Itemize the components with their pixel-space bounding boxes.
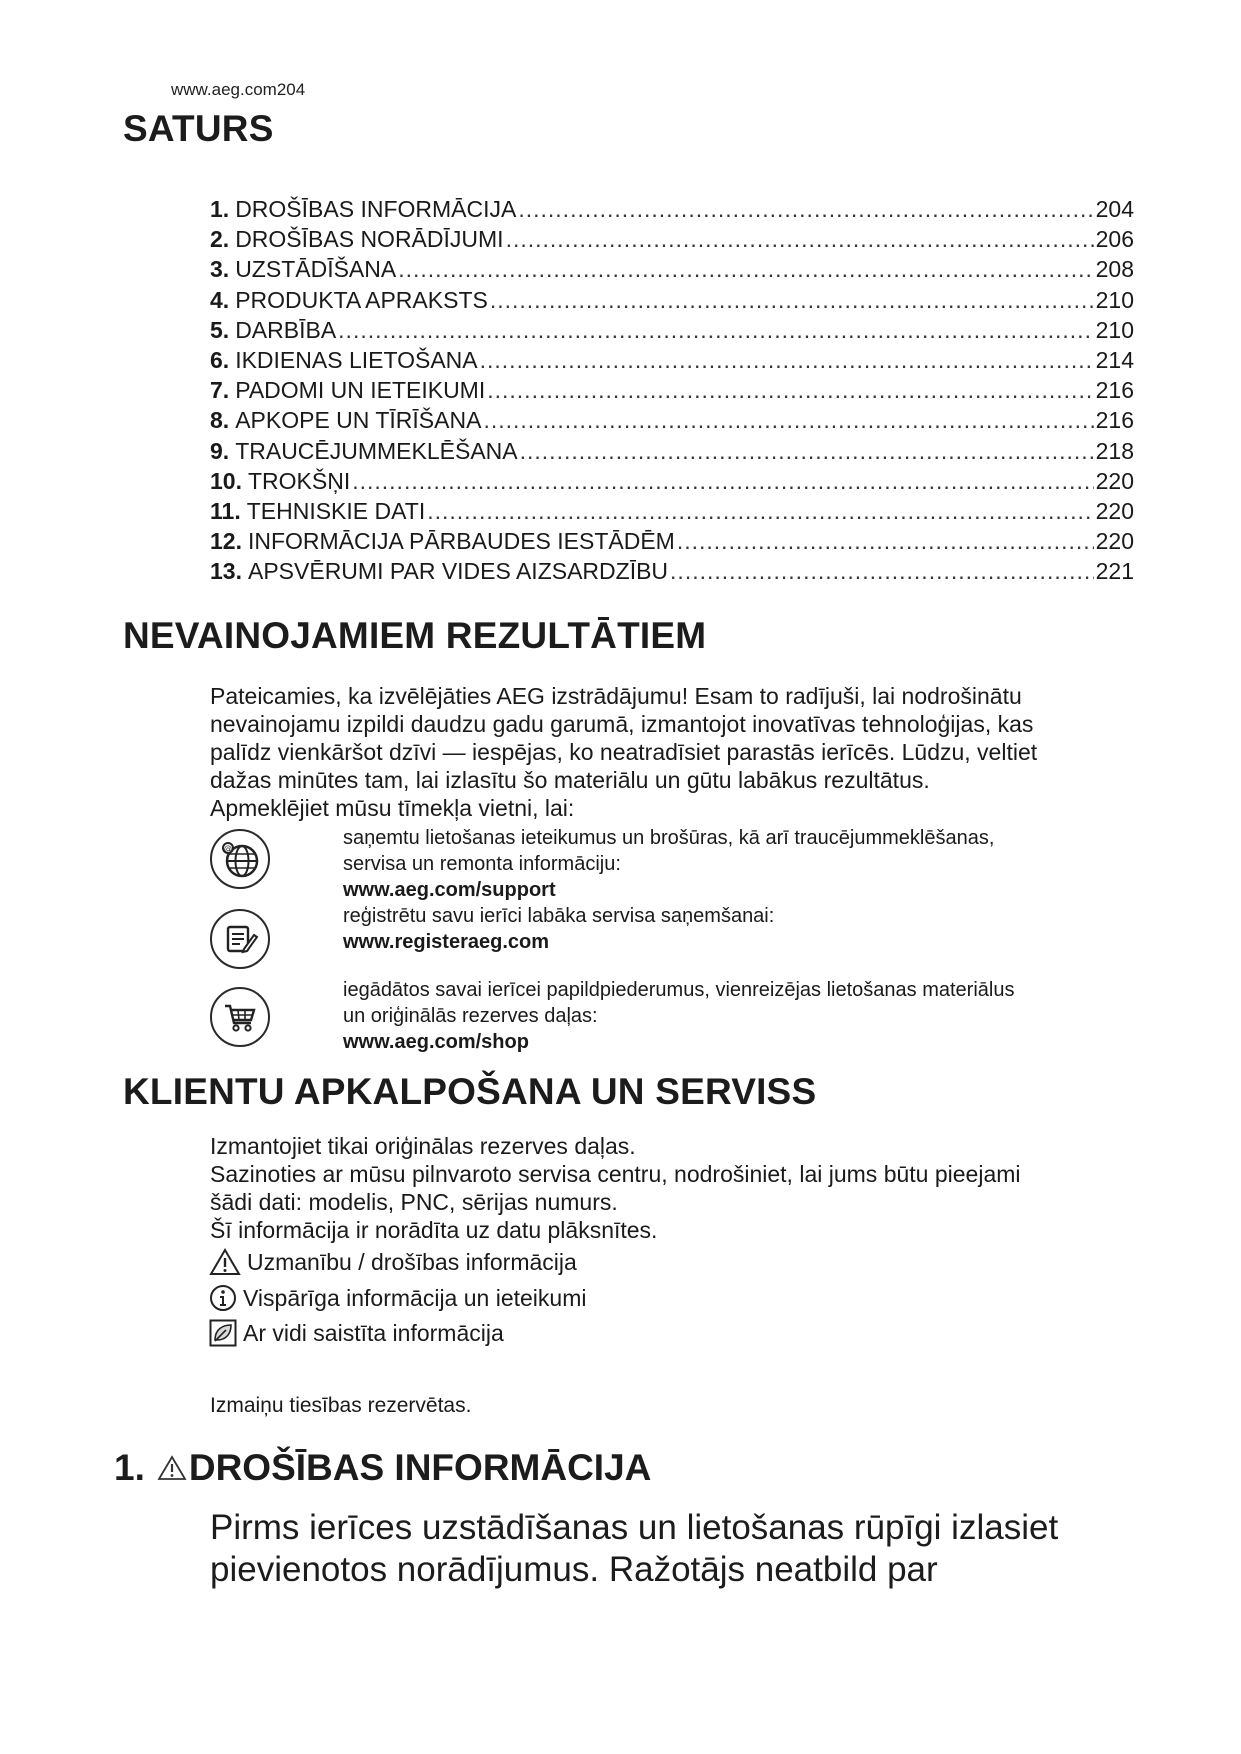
toc-entry[interactable] xyxy=(210,347,1134,377)
toc-entry-label: TEHNISKIE DATI xyxy=(246,497,426,524)
toc-leader-dots xyxy=(398,256,1093,283)
toc-entry-page: 220 xyxy=(1095,528,1134,555)
toc-leader-dots xyxy=(483,407,1093,434)
legend-text: Ar vidi saistīta informācija xyxy=(243,1319,504,1346)
toc-leader-dots xyxy=(490,287,1094,314)
web-item-text: reģistrētu savu ierīci labāka servisa saņemšanai: xyxy=(343,905,775,927)
toc-entry[interactable] xyxy=(210,468,1134,498)
cart-icon xyxy=(210,987,270,1047)
legend-text: Uzmanību / drošības informācija xyxy=(247,1248,577,1275)
globe-icon xyxy=(210,829,270,889)
toc-leader-dots xyxy=(677,528,1094,555)
toc-entry-page: 216 xyxy=(1095,407,1134,434)
toc-leader-dots xyxy=(520,438,1094,465)
toc-leader-dots xyxy=(352,468,1093,495)
toc-entry-page: 216 xyxy=(1095,377,1134,404)
safety-heading xyxy=(114,1447,651,1489)
toc-entry-number: 2. xyxy=(210,226,230,253)
service-intro xyxy=(210,1132,1110,1244)
web-item-text: servisa un remonta informāciju: xyxy=(343,853,621,875)
legend-text: Vispārīga informācija un ieteikumi xyxy=(243,1284,587,1311)
legend-warning xyxy=(209,1248,577,1276)
web-item-text: un oriģinālās rezerves daļas: xyxy=(343,1005,598,1027)
section-number: 1. xyxy=(114,1447,145,1488)
service-title: KLIENTU APKALPOŠANA UN SERVISS xyxy=(123,1071,817,1112)
toc-entry-label: APSVĒRUMI PAR VIDES AIZSARDZĪBU xyxy=(247,558,669,585)
web-item-support xyxy=(343,825,1123,903)
toc-entry[interactable] xyxy=(210,558,1134,588)
web-item-text: saņemtu lietošanas ieteikumus un brošūras, kā arī traucējummeklēšanas, xyxy=(343,827,995,849)
rights-notice: Izmaiņu tiesības rezervētas. xyxy=(210,1394,472,1417)
toc-entry[interactable] xyxy=(210,287,1134,317)
shop-link[interactable]: www.aeg.com/shop xyxy=(343,1031,529,1053)
service-line: Izmantojiet tikai oriģinālas rezerves daļas. xyxy=(210,1133,636,1159)
legend-info xyxy=(209,1284,586,1312)
results-line: palīdz vienkāršot dzīvi — iespējas, ko neatradīsiet parastās ierīcēs. Lūdzu, veltiet xyxy=(210,739,1038,765)
warning-icon xyxy=(209,1248,241,1276)
safety-title: DROŠĪBAS INFORMĀCIJA xyxy=(188,1447,652,1488)
toc-entry-number: 13. xyxy=(210,558,242,585)
safety-line: Pirms ierīces uzstādīšanas un lietošanas rūpīgi izlasiet xyxy=(210,1508,1059,1547)
results-line: nevainojamu izpildi daudzu gadu garumā, izmantojot inovatīvas tehnoloģijas, kas xyxy=(210,711,1034,737)
toc-entry-page: 220 xyxy=(1095,497,1134,524)
toc-entry-number: 3. xyxy=(210,256,230,283)
web-item-shop xyxy=(343,977,1123,1055)
service-line: Sazinoties ar mūsu pilnvaroto servisa centru, nodrošiniet, lai jums būtu pieejami xyxy=(210,1161,1021,1187)
toc-entry[interactable] xyxy=(210,196,1134,226)
toc-entry-page: 214 xyxy=(1095,346,1134,373)
toc-entry-label: DARBĪBA xyxy=(235,316,337,343)
toc-leader-dots xyxy=(338,317,1093,344)
toc-entry-label: TRAUCĒJUMMEKLĒŠANA xyxy=(235,437,518,464)
safety-line: pievienotos norādījumus. Ražotājs neatbild par xyxy=(210,1550,938,1589)
support-link[interactable]: www.aeg.com/support xyxy=(343,879,556,901)
toc-title: SATURS xyxy=(123,108,274,149)
legend-environment xyxy=(209,1319,504,1347)
web-item-text: iegādātos savai ierīcei papildpiederumus, vienreizējas lietošanas materiālus xyxy=(343,979,1015,1001)
toc-entry-label: INFORMĀCIJA PĀRBAUDES IESTĀDĒM xyxy=(247,528,675,555)
register-link[interactable]: www.registeraeg.com xyxy=(343,931,549,953)
toc-entry-page: 210 xyxy=(1095,286,1134,313)
service-line: šādi dati: modelis, PNC, sērijas numurs. xyxy=(210,1189,618,1215)
toc-entry-number: 11. xyxy=(210,497,241,524)
toc-entry-number: 5. xyxy=(210,316,230,343)
toc-entry[interactable] xyxy=(210,317,1134,347)
toc-entry-number: 9. xyxy=(210,437,230,464)
toc-entry-label: TROKŠŅI xyxy=(247,467,351,494)
toc-entry-page: 206 xyxy=(1095,226,1134,253)
register-icon xyxy=(210,909,270,969)
toc-entry-label: PRODUKTA APRAKSTS xyxy=(235,286,488,313)
toc-entry-page: 220 xyxy=(1095,467,1134,494)
results-line: Pateicamies, ka izvēlējāties AEG izstrādājumu! Esam to radījuši, lai nodrošinātu xyxy=(210,683,1022,709)
toc-entry[interactable] xyxy=(210,377,1134,407)
toc-entry-number: 7. xyxy=(210,377,230,404)
results-line: Apmeklējiet mūsu tīmekļa vietni, lai: xyxy=(210,795,575,821)
results-title: NEVAINOJAMIEM REZULTĀTIEM xyxy=(123,615,707,656)
toc-entry-page: 221 xyxy=(1095,558,1134,585)
toc-entry-number: 6. xyxy=(210,346,230,373)
toc-entry-page: 210 xyxy=(1095,316,1134,343)
toc-entry[interactable] xyxy=(210,407,1134,437)
toc-entry-label: IKDIENAS LIETOŠANA xyxy=(235,346,478,373)
toc-leader-dots xyxy=(506,226,1094,253)
toc-entry-label: DROŠĪBAS INFORMĀCIJA xyxy=(235,196,517,222)
toc-leader-dots xyxy=(670,558,1094,585)
leaf-icon xyxy=(209,1319,237,1347)
toc-entry-page: 204 xyxy=(1095,196,1134,222)
toc-entry-number: 10. xyxy=(210,467,242,494)
toc-leader-dots xyxy=(518,196,1093,223)
toc-entry-number: 12. xyxy=(210,528,242,555)
web-item-register xyxy=(343,903,1123,955)
toc-entry[interactable] xyxy=(210,528,1134,558)
toc-entry-label: UZSTĀDĪŠANA xyxy=(235,256,397,283)
header-url: www.aeg.com204 xyxy=(171,80,306,99)
toc-entry-page: 218 xyxy=(1095,437,1134,464)
toc-entry[interactable] xyxy=(210,226,1134,256)
warning-icon xyxy=(157,1454,187,1482)
results-line: dažas minūtes tam, lai izlasītu šo materiālu un gūtu labākus rezultātus. xyxy=(210,767,930,793)
toc-entry-page: 208 xyxy=(1095,256,1134,283)
toc-entry[interactable] xyxy=(210,438,1134,468)
toc-entry-number: 8. xyxy=(210,407,230,434)
toc-leader-dots xyxy=(427,498,1093,525)
toc-entry-number: 1. xyxy=(210,196,230,222)
results-intro xyxy=(210,682,1110,822)
toc-entry-label: PADOMI UN IETEIKUMI xyxy=(235,377,486,404)
toc-entry[interactable] xyxy=(210,256,1134,286)
table-of-contents xyxy=(210,196,1134,588)
safety-intro xyxy=(210,1507,1170,1591)
toc-leader-dots xyxy=(487,377,1093,404)
toc-entry-number: 4. xyxy=(210,286,230,313)
toc-leader-dots xyxy=(480,347,1094,374)
toc-entry-label: APKOPE UN TĪRĪŠANA xyxy=(235,407,482,434)
info-icon xyxy=(209,1284,237,1312)
toc-entry[interactable] xyxy=(210,498,1134,528)
service-line: Šī informācija ir norādīta uz datu plāksnītes. xyxy=(210,1217,658,1243)
toc-entry-label: DROŠĪBAS NORĀDĪJUMI xyxy=(235,226,504,253)
svg-text:@: @ xyxy=(224,844,232,853)
